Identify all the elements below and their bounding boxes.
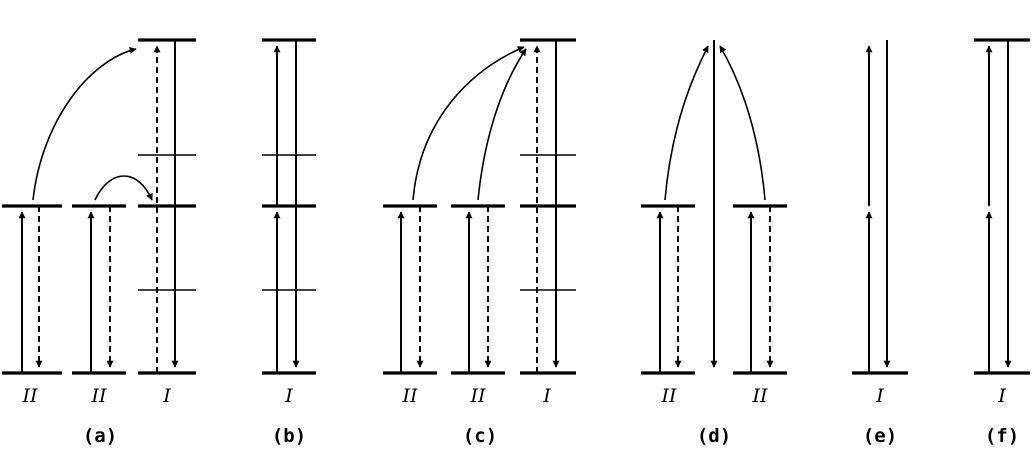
ion-label: I <box>876 385 884 407</box>
ion-label: II <box>22 385 38 407</box>
ion-label: II <box>752 385 768 407</box>
energy-transfer-arrow <box>95 176 152 200</box>
panel-label: (a) <box>82 425 118 447</box>
ion-label: II <box>91 385 107 407</box>
panel-f <box>974 40 1030 373</box>
panel-e <box>852 40 908 373</box>
panel-label: (c) <box>462 425 498 447</box>
ion-label: II <box>470 385 486 407</box>
energy-transfer-arrow <box>720 46 765 200</box>
panel-label: (d) <box>696 425 732 447</box>
energy-transfer-arrow <box>413 47 524 200</box>
ion-label: I <box>998 385 1006 407</box>
energy-transfer-arrow <box>478 49 526 200</box>
ion-label: I <box>285 385 293 407</box>
panel-a <box>2 40 196 373</box>
panel-d <box>641 40 787 373</box>
panel-b <box>262 40 316 373</box>
energy-transfer-arrow <box>33 49 136 200</box>
energy-transfer-arrow <box>665 46 708 200</box>
panel-c <box>383 40 576 373</box>
ion-label: II <box>661 385 677 407</box>
ion-label: I <box>543 385 551 407</box>
ion-label: I <box>163 385 171 407</box>
ion-label: II <box>402 385 418 407</box>
panel-label: (b) <box>271 425 307 447</box>
panel-label: (e) <box>862 425 898 447</box>
panel-label: (f) <box>984 425 1020 447</box>
